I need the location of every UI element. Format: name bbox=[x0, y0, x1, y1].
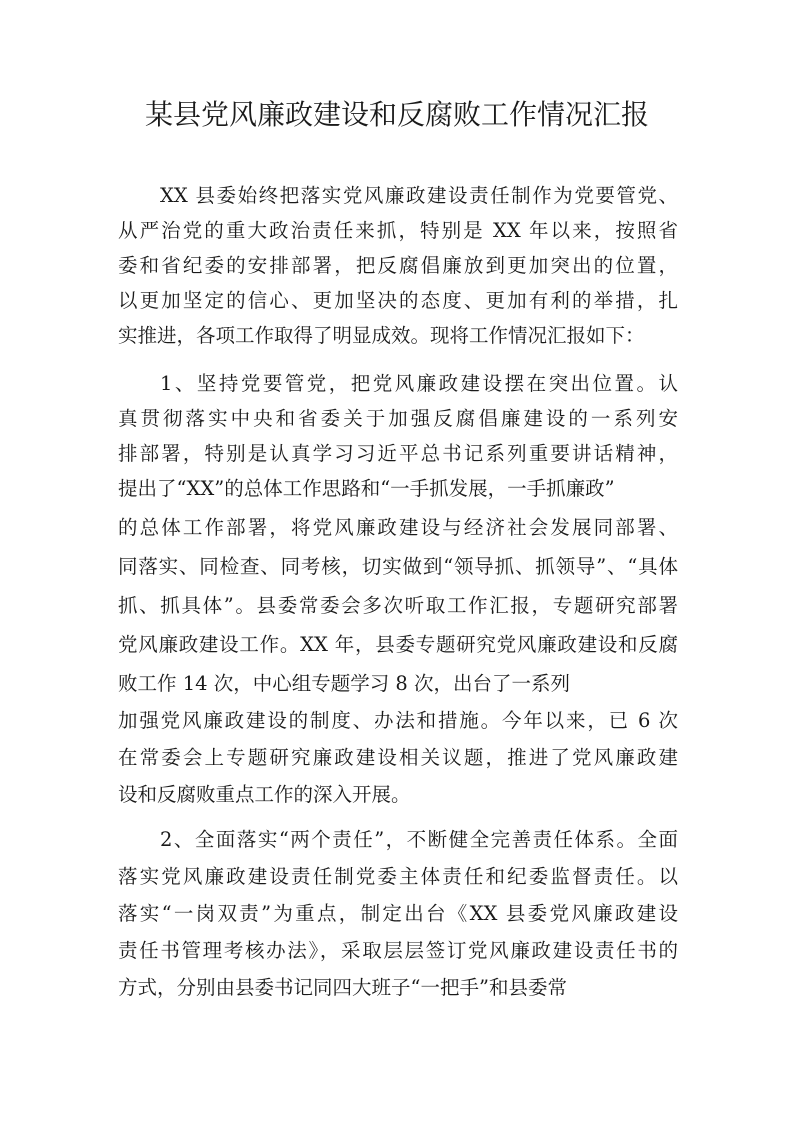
paragraph-2-line-3: 排部署，特别是认真学习习近平总书记系列重要讲话精神， bbox=[118, 442, 678, 465]
paragraph-2-line-1: 1、坚持党要管党，把党风廉政建设摆在突出位置。认 bbox=[160, 372, 678, 395]
paragraph-2-line-2: 真贯彻落实中央和省委关于加强反腐倡廉建设的一系列安 bbox=[118, 407, 678, 430]
paragraph-3-line-4: 责任书管理考核办法》，采取层层签订党风廉政建设责任书的 bbox=[118, 939, 678, 962]
paragraph-1-line-3: 委和省纪委的安排部署，把反腐倡廉放到更加突出的位置， bbox=[118, 254, 678, 277]
paragraph-1-line-4: 以更加坚定的信心、更加坚决的态度、更加有利的举措，扎 bbox=[118, 289, 678, 312]
paragraph-2-line-4: 提出了“XX”的总体工作思路和“一手抓发展，一手抓廉政” bbox=[118, 477, 615, 500]
paragraph-1-line-1: XX 县委始终把落实党风廉政建设责任制作为党要管党、 bbox=[160, 184, 678, 207]
paragraph-3-line-2: 落实党风廉政建设责任制党委主体责任和纪委监督责任。以 bbox=[118, 865, 678, 888]
paragraph-1-line-2: 从严治党的重大政治责任来抓，特别是 XX 年以来，按照省 bbox=[118, 219, 678, 242]
paragraph-1-line-5: 实推进，各项工作取得了明显成效。现将工作情况汇报如下： bbox=[118, 324, 645, 347]
paragraph-2-line-11: 在常委会上专题研究廉政建设相关议题，推进了党风廉政建 bbox=[118, 746, 678, 769]
paragraph-2-line-6: 同落实、同检查、同考核，切实做到“领导抓、抓领导”、“具体 bbox=[118, 555, 678, 578]
paragraph-3-line-1: 2、全面落实“两个责任”，不断健全完善责任体系。全面 bbox=[160, 828, 678, 851]
paragraph-2-line-12: 设和反腐败重点工作的深入开展。 bbox=[118, 783, 411, 806]
paragraph-2-line-7: 抓、抓具体”。县委常委会多次听取工作汇报，专题研究部署 bbox=[118, 594, 678, 617]
paragraph-2-line-9: 败工作 14 次，中心组专题学习 8 次，出台了一系列 bbox=[118, 672, 571, 695]
paragraph-2-line-8: 党风廉政建设工作。XX 年，县委专题研究党风廉政建设和反腐 bbox=[118, 633, 678, 656]
paragraph-2-line-10: 加强党风廉政建设的制度、办法和措施。今年以来，已 6 次 bbox=[118, 709, 678, 732]
document-title: 某县党风廉政建设和反腐败工作情况汇报 bbox=[144, 98, 649, 131]
paragraph-3-line-3: 落实“一岗双责”为重点，制定出台《XX 县委党风廉政建设 bbox=[118, 902, 678, 925]
paragraph-3-line-5: 方式，分别由县委书记同四大班子“一把手”和县委常 bbox=[118, 976, 567, 999]
paragraph-2-line-5: 的总体工作部署，将党风廉政建设与经济社会发展同部署、 bbox=[118, 516, 678, 539]
